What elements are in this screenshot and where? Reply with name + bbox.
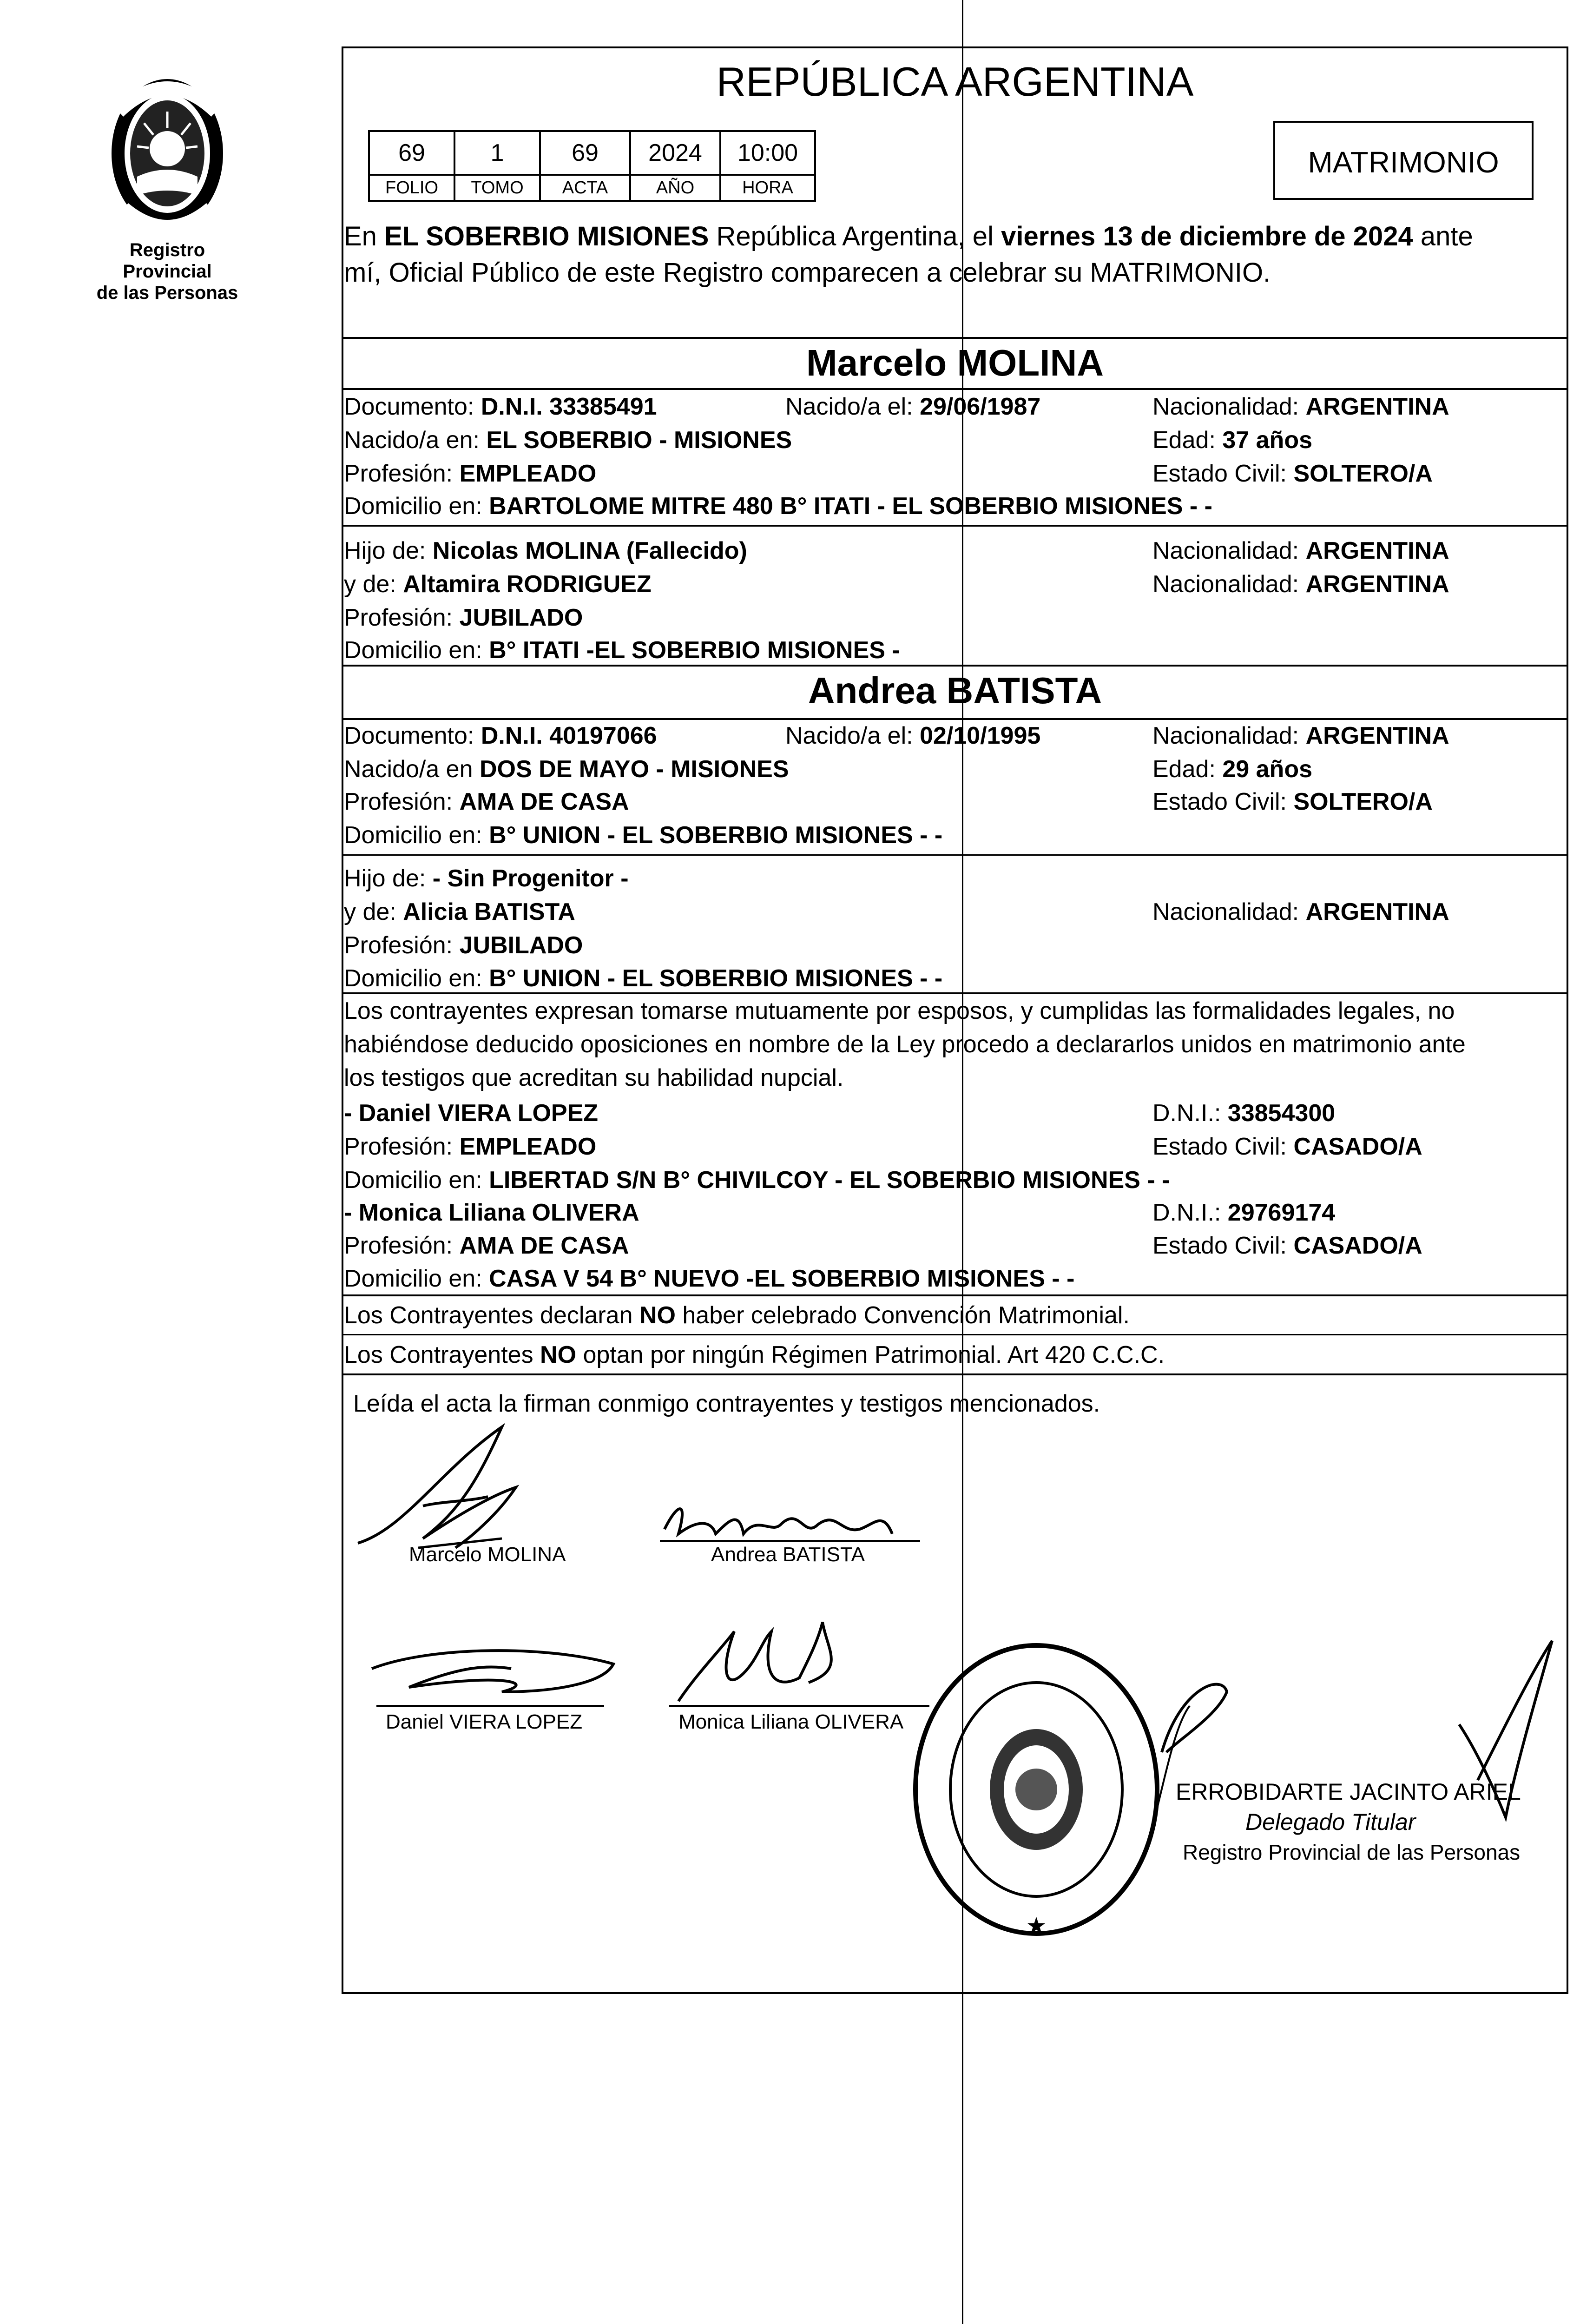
label: Nacido/a en [344,756,473,783]
label: Profesión: [344,788,453,815]
intro-date: viernes 13 de diciembre de 2024 [1001,221,1413,251]
text: Los Contrayentes [344,1341,540,1368]
hora-value: 10:00 [720,131,815,175]
spouse1-madre [344,568,652,601]
value: SOLTERO/A [1293,788,1433,815]
label: Nacido/a el: [785,722,913,749]
signature-daniel-icon [362,1636,623,1710]
spouse2-padres-profesion [344,929,583,962]
convencion-line2 [344,1339,1165,1371]
spouse2-nacionalidad [1152,720,1449,752]
official-org: Registro Provincial de las Personas [1183,1840,1521,1864]
spouse1-edad [1152,424,1312,456]
spouse1-domicilio [344,490,1212,522]
spouse2-edad [1152,753,1312,786]
intro-line1 [344,218,1561,255]
witness2-estado [1152,1229,1422,1262]
label: Domicilio en: [344,637,482,664]
signature-caption-andrea: Andrea BATISTA [711,1543,865,1566]
witness2-dni [1152,1196,1335,1229]
value: D.N.I. 40197066 [481,722,657,749]
intro-line2: mí, Oficial Público de este Registro comparecen a celebrar su MATRIMONIO. [344,257,1271,288]
signature-monica-icon [669,1613,929,1715]
witness2-name [344,1196,639,1229]
label: Nacionalidad: [1152,722,1299,749]
spouse2-domicilio [344,819,942,852]
value: JUBILADO [459,932,583,959]
value: ARGENTINA [1305,393,1449,420]
value: CASADO/A [1293,1232,1422,1259]
folio-label: FOLIO [369,175,454,201]
spouse2-documento [344,720,657,752]
tomo-label: TOMO [454,175,540,201]
intro-place: EL SOBERBIO MISIONES [384,221,709,251]
witness2-domicilio [344,1262,1074,1295]
label: Estado Civil: [1152,1232,1287,1259]
label: Estado Civil: [1152,1133,1287,1160]
value: Nicolas MOLINA (Fallecido) [432,537,747,564]
divider [342,1334,1568,1335]
signature-caption-marcelo: Marcelo MOLINA [409,1543,566,1566]
value: - Monica Liliana OLIVERA [344,1199,639,1226]
label: Estado Civil: [1152,788,1287,815]
label: Edad: [1152,427,1216,454]
label: D.N.I.: [1152,1100,1221,1127]
register-labels-row [369,175,815,201]
hora-label: HORA [720,175,815,201]
registry-seal-icon [906,1636,1166,1943]
label: Estado Civil: [1152,460,1287,487]
register-values-row [369,131,815,175]
value: SOLTERO/A [1293,460,1433,487]
spouse2-nacido-el [785,720,1040,752]
witness1-profesion [344,1130,596,1163]
spouse2-profesion [344,786,629,818]
closing-statement: Leída el acta la firman conmigo contrayentes y testigos mencionados. [353,1390,1100,1417]
value: LIBERTAD S/N B° CHIVILCOY - EL SOBERBIO MISIONES - - [489,1167,1170,1194]
value: 29/06/1987 [920,393,1041,420]
divider [342,1373,1568,1375]
value: Altamira RODRIGUEZ [403,571,652,598]
value: 37 años [1222,427,1312,454]
label: y de: [344,571,396,598]
spouse2-name: Andrea BATISTA [808,670,1102,711]
divider [342,388,1568,390]
declaration-line2: habiéndose deducido oposiciones en nombre de la Ley procedo a declararlos unidos en matrimonio ante [344,1031,1466,1058]
label: Hijo de: [344,865,426,892]
value: DOS DE MAYO - MISIONES [479,756,789,783]
intro-text: ante [1413,221,1473,251]
text-bold: NO [540,1341,577,1368]
declaration-line3: los testigos que acreditan su habilidad nupcial. [344,1064,844,1091]
label: Profesión: [344,604,453,631]
witness1-estado [1152,1130,1422,1163]
value: AMA DE CASA [459,788,629,815]
spouse2-madre [344,896,575,928]
label: Domicilio en: [344,493,482,520]
label: Nacionalidad: [1152,537,1299,564]
signature-caption-daniel: Daniel VIERA LOPEZ [386,1710,583,1733]
label: Edad: [1152,756,1216,783]
value: Alicia BATISTA [403,898,575,925]
folio-value: 69 [369,131,454,175]
spouse1-madre-nacionalidad [1152,568,1449,601]
value: JUBILADO [459,604,583,631]
spouse2-padres-domicilio [344,962,942,995]
spouse2-madre-nacionalidad [1152,896,1449,928]
value: ARGENTINA [1305,537,1449,564]
convencion-line1 [344,1299,1130,1332]
spouse1-padres-domicilio [344,634,900,667]
divider [342,854,1568,856]
value: B° UNION - EL SOBERBIO MISIONES - - [489,822,943,849]
intro-text: En [344,221,385,251]
label: Documento: [344,393,474,420]
text-bold: NO [639,1302,676,1329]
witness1-name [344,1097,598,1129]
label: Nacido/a el: [785,393,913,420]
value: B° UNION - EL SOBERBIO MISIONES - - [489,965,943,992]
spouse2-nacido-en [344,753,789,786]
logo-caption-line2: de las Personas [96,283,238,303]
label: Profesión: [344,460,453,487]
value: - Daniel VIERA LOPEZ [344,1100,599,1127]
label: Documento: [344,722,474,749]
logo-caption-line1: Registro Provincial [123,240,212,282]
value: AMA DE CASA [459,1232,629,1259]
label: Domicilio en: [344,1265,482,1292]
label: D.N.I.: [1152,1199,1221,1226]
value: - Sin Progenitor - [432,865,629,892]
value: 29 años [1222,756,1312,783]
label: Hijo de: [344,537,426,564]
official-role: Delegado Titular [1245,1809,1416,1835]
witness1-dni [1152,1097,1335,1129]
divider [342,337,1568,339]
spouse1-profesion [344,457,596,490]
divider [342,992,1568,994]
value: CASA V 54 B° NUEVO -EL SOBERBIO MISIONES - - [489,1265,1075,1292]
label: Domicilio en: [344,1167,482,1194]
value: D.N.I. 33385491 [481,393,657,420]
value: EL SOBERBIO - MISIONES [486,427,792,454]
spouse1-nacionalidad [1152,390,1449,423]
value: ARGENTINA [1305,722,1449,749]
value: ARGENTINA [1305,571,1449,598]
ano-value: 2024 [630,131,720,175]
value: B° ITATI -EL SOBERBIO MISIONES - [489,637,900,664]
value: 02/10/1995 [920,722,1041,749]
witness1-domicilio [344,1164,1170,1196]
value: BARTOLOME MITRE 480 B° ITATI - EL SOBERBIO MISIONES - - [489,493,1212,520]
value: 29769174 [1227,1199,1336,1226]
spouse1-padre [344,535,747,567]
ano-label: AÑO [630,175,720,201]
text: haber celebrado Convención Matrimonial. [675,1302,1130,1329]
label: Nacido/a en: [344,427,480,454]
signature-andrea-icon [660,1492,920,1548]
label: Profesión: [344,932,453,959]
spouse1-padres-profesion [344,601,583,634]
value: EMPLEADO [459,460,597,487]
spouse1-nacido-el [785,390,1040,423]
spouse1-padre-nacionalidad [1152,535,1449,567]
value: EMPLEADO [459,1133,597,1160]
spouse2-estado [1152,786,1433,818]
acta-label: ACTA [540,175,630,201]
divider [342,665,1568,667]
spouse1-nacido-en [344,424,792,456]
text: optan por ningún Régimen Patrimonial. Art 420 C.C.C. [576,1341,1165,1368]
intro-text: República Argentina, el [709,221,1001,251]
tomo-value: 1 [454,131,540,175]
intro-paragraph [344,218,1561,291]
svg-text:★: ★ [1026,1913,1047,1939]
value: CASADO/A [1293,1133,1422,1160]
spouse1-estado [1152,457,1433,490]
official-name: ERROBIDARTE JACINTO ARIEL [1176,1779,1521,1805]
witness2-profesion [344,1229,629,1262]
spouse1-name: Marcelo MOLINA [806,342,1104,383]
spouse1-documento [344,390,657,423]
signature-caption-monica: Monica Liliana OLIVERA [678,1710,904,1733]
divider [342,1294,1568,1296]
act-register-table [368,130,816,202]
label: Nacionalidad: [1152,393,1299,420]
divider [342,525,1568,527]
label: Profesión: [344,1232,453,1259]
label: y de: [344,898,396,925]
signature-marcelo-icon [349,1413,646,1562]
label: Nacionalidad: [1152,898,1299,925]
registry-logo [88,70,246,304]
text: Los Contrayentes declaran [344,1302,639,1329]
label: Domicilio en: [344,965,482,992]
declaration-line1: Los contrayentes expresan tomarse mutuamente por esposos, y cumplidas las formalidades legales, no [344,997,1455,1024]
page-title: REPÚBLICA ARGENTINA [716,59,1194,105]
value: ARGENTINA [1305,898,1449,925]
province-emblem-icon [105,70,230,237]
spouse2-padre [344,862,629,895]
label: Domicilio en: [344,822,482,849]
acta-value: 69 [540,131,630,175]
value: 33854300 [1227,1100,1336,1127]
label: Nacionalidad: [1152,571,1299,598]
label: Profesión: [344,1133,453,1160]
act-type-box: MATRIMONIO [1273,121,1534,200]
